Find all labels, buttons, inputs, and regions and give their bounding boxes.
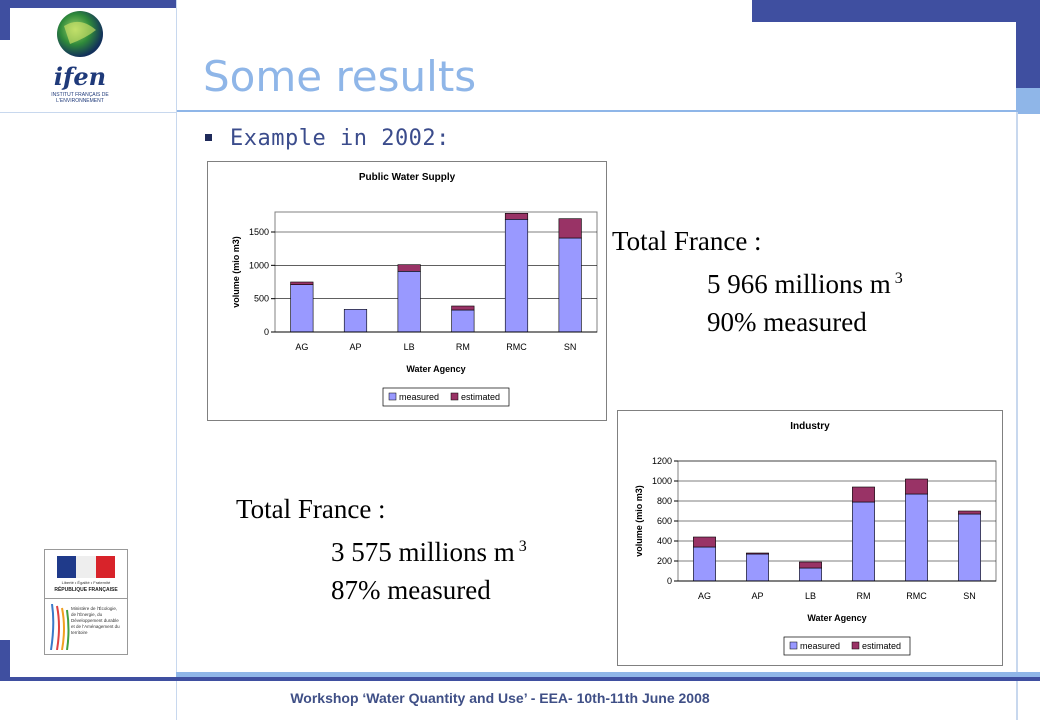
industry-chart-svg [618, 411, 1002, 665]
bar-estimated-RM [452, 306, 475, 310]
header-rule [176, 110, 1040, 112]
legend-swatch-measured [790, 642, 797, 649]
right-block [1016, 22, 1040, 88]
bar-estimated-RMC [505, 213, 528, 219]
bar-measured-LB [398, 271, 421, 332]
total-industry [236, 490, 527, 609]
total-public-measured: 90% measured [707, 307, 867, 337]
industry-chart [617, 410, 1003, 666]
chart-title: Public Water Supply [358, 172, 456, 183]
marianne-flag-icon [57, 556, 115, 578]
total-public [612, 222, 903, 341]
bullet-square-icon [205, 134, 212, 141]
x-tick-label: SN [563, 342, 577, 352]
x-tick-label: RM [455, 342, 470, 352]
footer-text: Workshop ‘Water Quantity and Use’ - EEA- 10th-11th June 2008 [290, 690, 710, 706]
bar-estimated-AG [291, 282, 314, 285]
total-public-volume: 5 966 millions m $^3$ [707, 269, 903, 299]
top-bar [0, 0, 176, 8]
footer-rule-dark [0, 677, 1040, 681]
bar-estimated-SN [958, 511, 980, 514]
bullet-text: Example in 2002: [230, 126, 450, 151]
bar-estimated-RM [852, 487, 874, 502]
chart-title: Industry [790, 421, 830, 432]
slide-title: Some results [203, 52, 477, 101]
x-tick-label: RMC [906, 591, 927, 601]
bar-estimated-SN [559, 219, 582, 238]
x-tick-label: LB [403, 342, 415, 352]
x-tick-label: RMC [506, 342, 527, 352]
x-axis-label: Water Agency [406, 364, 466, 374]
bullet-item [205, 126, 450, 151]
x-tick-label: AG [697, 591, 712, 601]
ministry-motto: Liberté • Égalité • Fraternité [61, 580, 111, 585]
x-tick-label: SN [963, 591, 976, 601]
y-tick-label: 0 [263, 327, 269, 337]
legend-label-measured: measured [399, 392, 440, 402]
bar-measured-RM [852, 502, 874, 581]
y-tick-label: 1000 [651, 476, 672, 486]
y-tick-label: 400 [656, 536, 672, 546]
bar-estimated-LB [799, 562, 821, 568]
left-rule-outer [0, 112, 176, 113]
y-tick-label: 600 [656, 516, 672, 526]
ifen-logo [40, 8, 120, 106]
bar-estimated-RMC [905, 479, 927, 494]
y-tick-label: 200 [656, 556, 672, 566]
bar-measured-AG [693, 547, 715, 581]
legend-label-estimated: estimated [862, 641, 902, 651]
bottom-left-tab [0, 640, 10, 678]
left-rule [176, 0, 177, 720]
bar-measured-AP [746, 554, 768, 581]
bar-measured-LB [799, 568, 821, 581]
ministry-text: Ministère de l'Écologie, de l'Énergie, du Développement durable et de l'Aménagement du territoire [71, 606, 120, 635]
total-industry-label: Total France : [236, 494, 386, 524]
x-tick-label: AG [295, 342, 309, 352]
right-rule [1016, 112, 1018, 720]
bar-estimated-AG [693, 537, 715, 547]
legend-label-estimated: estimated [461, 392, 501, 402]
bar-measured-AP [344, 309, 367, 332]
y-tick-label: 1200 [651, 456, 672, 466]
bar-measured-AG [291, 285, 314, 332]
total-public-label: Total France : [612, 226, 762, 256]
bar-measured-SN [559, 238, 582, 332]
x-tick-label: AP [349, 342, 362, 352]
ministry-stripes-icon [49, 604, 71, 650]
bar-measured-SN [958, 514, 980, 581]
y-axis-label: volume (mio m3) [231, 236, 241, 308]
top-right-bar [752, 0, 1040, 22]
legend-label-measured: measured [800, 641, 841, 651]
top-left-tab [0, 8, 10, 40]
y-tick-label: 0 [666, 576, 672, 586]
bar-measured-RMC [905, 494, 927, 581]
x-tick-label: LB [804, 591, 817, 601]
y-axis-label: volume (mio m3) [634, 485, 644, 557]
y-tick-label: 800 [656, 496, 672, 506]
ministry-logo [44, 549, 128, 655]
y-tick-label: 1000 [248, 260, 269, 271]
ifen-logo-text: ifen [53, 62, 107, 91]
total-industry-measured: 87% measured [331, 575, 491, 605]
legend-swatch-estimated [451, 393, 458, 400]
x-axis-label: Water Agency [807, 613, 867, 623]
legend-swatch-estimated [852, 642, 859, 649]
legend-swatch-measured [389, 393, 396, 400]
y-tick-label: 1500 [248, 227, 269, 237]
ministry-republic: RÉPUBLIQUE FRANÇAISE [54, 587, 118, 593]
bar-measured-RMC [505, 219, 528, 332]
x-tick-label: AP [751, 591, 764, 601]
y-tick-label: 500 [253, 293, 269, 304]
public-water-chart-svg [208, 162, 606, 420]
bar-measured-RM [452, 310, 475, 332]
ministry-divider [45, 598, 127, 599]
public-water-chart [207, 161, 607, 421]
total-industry-volume: 3 575 millions m $^3$ [331, 537, 527, 567]
plot-area [275, 212, 597, 332]
x-tick-label: RM [856, 591, 871, 601]
ifen-logo-subtitle: INSTITUT FRANÇAIS DE L'ENVIRONNEMENT [51, 92, 109, 104]
bar-estimated-AP [746, 553, 768, 554]
bar-estimated-LB [398, 265, 421, 272]
